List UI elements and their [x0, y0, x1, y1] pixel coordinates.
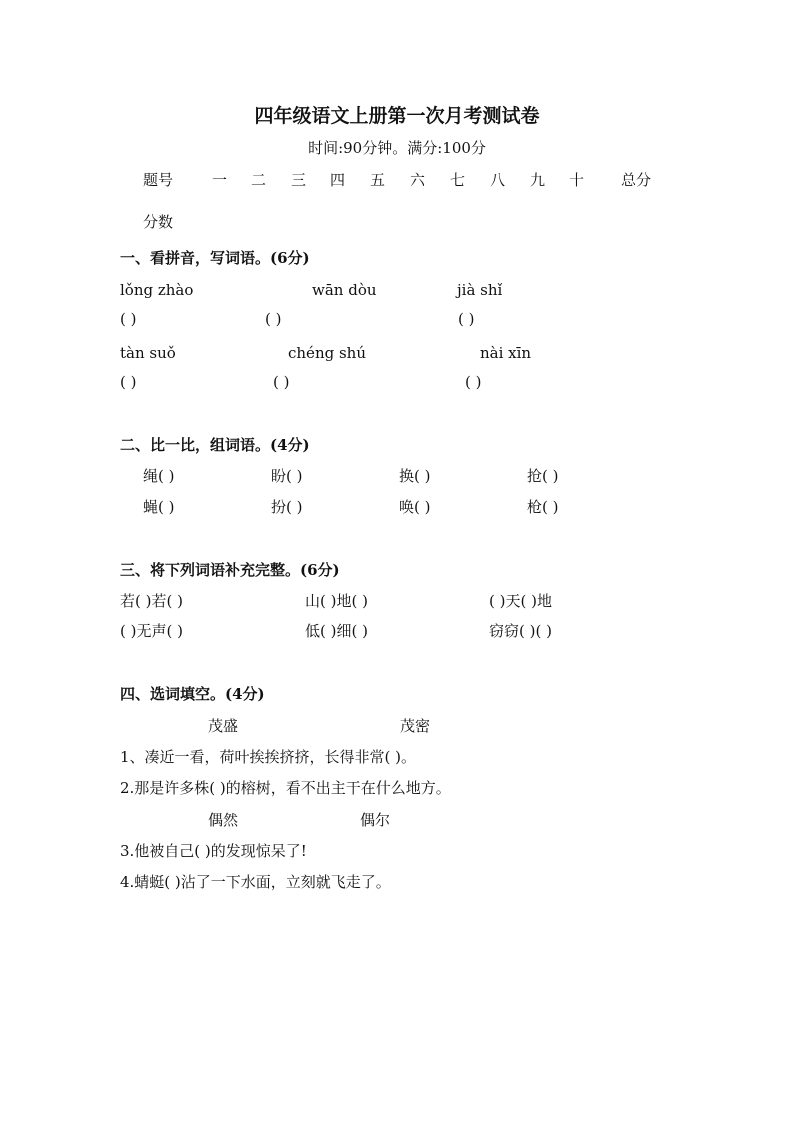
compare-word-item[interactable]: 盼( )	[271, 467, 303, 485]
score-header-label: 题号	[143, 171, 174, 189]
idiom-fill-item[interactable]: ( )无声( )	[120, 622, 183, 640]
word-option: 偶然	[208, 811, 239, 829]
idiom-fill-item[interactable]: 若( )若( )	[120, 592, 183, 610]
answer-blank[interactable]: ( )	[465, 373, 482, 391]
score-row-label: 分数	[143, 213, 174, 231]
pinyin-lvl2-3: nài xīn	[480, 344, 532, 362]
score-column-6: 六	[410, 171, 426, 189]
score-column-3: 三	[291, 171, 307, 189]
score-column-9: 九	[530, 171, 546, 189]
score-total-label: 总分	[621, 171, 652, 189]
compare-word-item[interactable]: 换( )	[399, 467, 431, 485]
section3-heading: 三、将下列词语补充完整。(6分)	[120, 561, 340, 579]
section4-heading: 四、选词填空。(4分)	[120, 685, 265, 703]
pinyin-lvl2-2: chéng shú	[288, 344, 366, 362]
fill-question-1[interactable]: 1、凑近一看，荷叶挨挨挤挤，长得非常( )。	[120, 748, 417, 766]
section1-heading: 一、看拼音，写词语。(6分)	[120, 249, 310, 267]
score-column-10: 十	[569, 171, 585, 189]
word-option: 茂盛	[208, 717, 239, 735]
idiom-fill-item[interactable]: ( )天( )地	[489, 592, 552, 610]
pinyin-lvl1-1: lǒng zhào	[120, 281, 194, 299]
word-option: 茂密	[400, 717, 431, 735]
idiom-fill-item[interactable]: 窃窃( )( )	[489, 622, 552, 640]
score-column-5: 五	[370, 171, 386, 189]
score-column-2: 二	[251, 171, 267, 189]
compare-word-item[interactable]: 唤( )	[399, 498, 431, 516]
score-column-7: 七	[450, 171, 466, 189]
word-option: 偶尔	[360, 811, 391, 829]
compare-word-item[interactable]: 绳( )	[143, 467, 175, 485]
pinyin-lvl1-2: wān dòu	[312, 281, 377, 299]
compare-word-item[interactable]: 枪( )	[527, 498, 559, 516]
score-column-1: 一	[212, 171, 228, 189]
score-column-8: 八	[490, 171, 506, 189]
compare-word-item[interactable]: 蝇( )	[143, 498, 175, 516]
answer-blank[interactable]: ( )	[273, 373, 290, 391]
answer-blank[interactable]: ( )	[120, 310, 137, 328]
answer-blank[interactable]: ( )	[458, 310, 475, 328]
page-title: 四年级语文上册第一次月考测试卷	[254, 105, 540, 127]
fill-question-4[interactable]: 4.蜻蜓( )沾了一下水面，立刻就飞走了。	[120, 873, 391, 891]
fill-question-3[interactable]: 3.他被自己( )的发现惊呆了!	[120, 842, 307, 860]
answer-blank[interactable]: ( )	[265, 310, 282, 328]
fill-question-2[interactable]: 2.那是许多株( )的榕树，看不出主干在什么地方。	[120, 779, 451, 797]
compare-word-item[interactable]: 扮( )	[271, 498, 303, 516]
answer-blank[interactable]: ( )	[120, 373, 137, 391]
compare-word-item[interactable]: 抢( )	[527, 467, 559, 485]
idiom-fill-item[interactable]: 山( )地( )	[305, 592, 368, 610]
pinyin-lvl2-1: tàn suǒ	[120, 344, 176, 362]
pinyin-lvl1-3: jià shǐ	[457, 281, 503, 299]
exam-subtitle: 时间:90分钟。满分:100分	[308, 139, 486, 157]
section2-heading: 二、比一比，组词语。(4分)	[120, 436, 310, 454]
score-column-4: 四	[330, 171, 346, 189]
idiom-fill-item[interactable]: 低( )细( )	[305, 622, 368, 640]
